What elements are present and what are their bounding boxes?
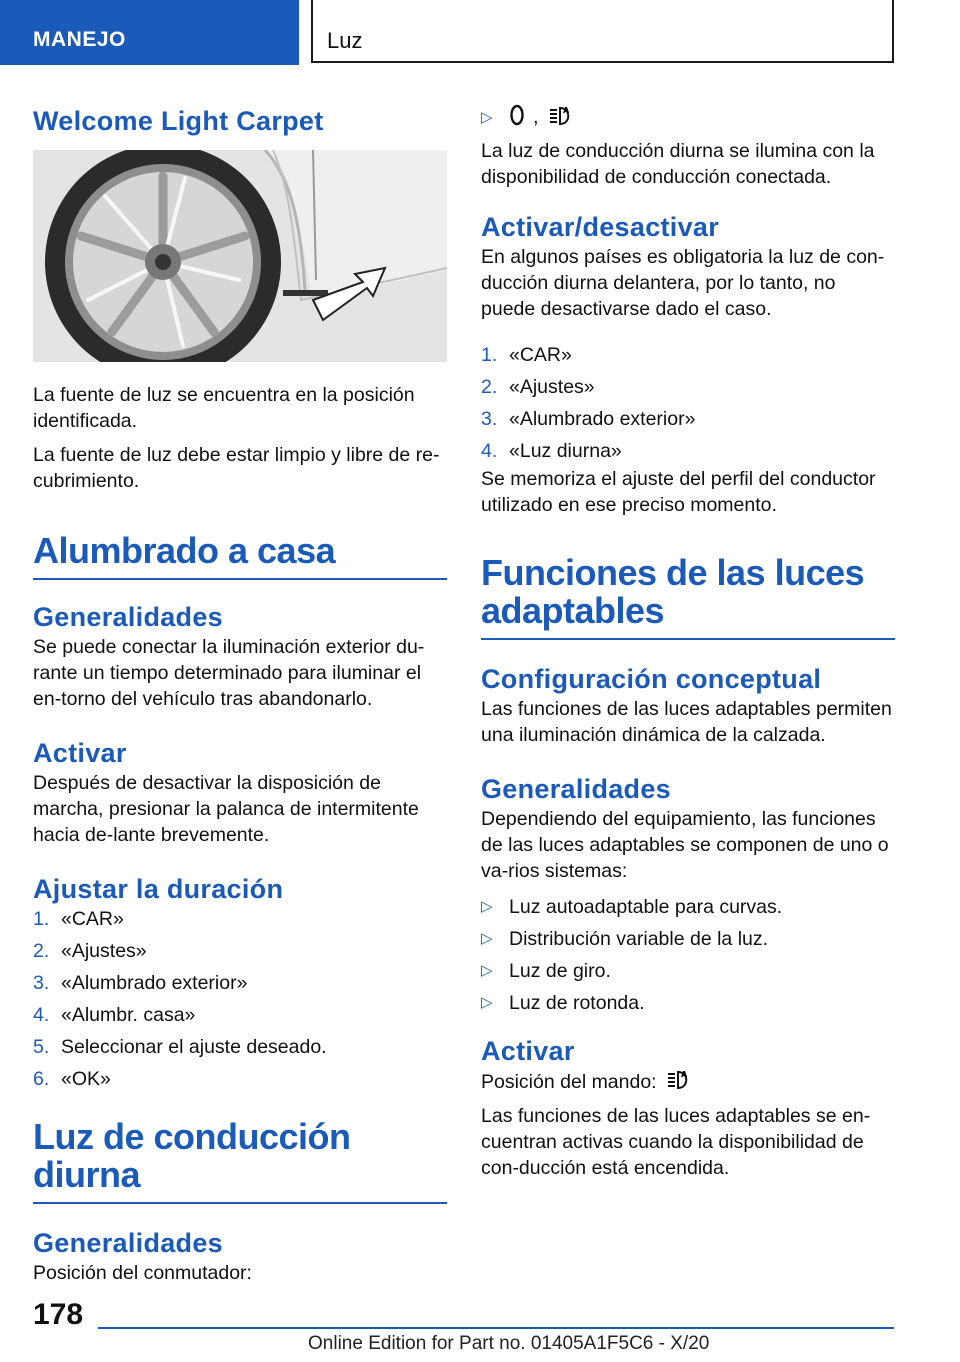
diurna-heading: Luz de conducción diurna — [33, 1118, 447, 1204]
step-number: 3. — [33, 972, 50, 994]
step-number: 1. — [33, 908, 50, 930]
step-text: «Alumbrado exterior» — [509, 408, 696, 430]
edition-text: Online Edition for Part no. 01405A1F5C6 - X/20 — [308, 1333, 710, 1354]
configuracion-text: Las funciones de las luces adaptables permiten una iluminación dinámica de la calzada. — [481, 698, 892, 746]
right-column — [481, 100, 895, 1181]
chapter-tab — [311, 0, 894, 63]
alumbrado-heading: Alumbrado a casa — [33, 532, 447, 580]
step-text: «Luz diurna» — [509, 440, 622, 462]
page-number: 178 — [33, 1298, 84, 1331]
list-item — [481, 926, 895, 952]
list-item — [481, 958, 895, 984]
activar-2-text: Las funciones de las luces adaptables se en-cuentran activas cuando la disponibilidad de con-ducción está encendida. — [481, 1105, 871, 1179]
switch-positions — [481, 102, 895, 132]
svg-text:A: A — [680, 1070, 687, 1079]
car-wheel-illustration — [33, 150, 447, 362]
generalidades-2-heading: Generalidades — [33, 1228, 223, 1258]
generalidades-heading: Generalidades — [481, 774, 671, 804]
step-text: «Ajustes» — [509, 376, 595, 398]
list-item — [481, 990, 895, 1016]
step-text: «OK» — [61, 1068, 111, 1090]
posicion-mando-text: Posición del mando: — [481, 1070, 657, 1093]
activar-desactivar-heading: Activar/desactivar — [481, 212, 720, 242]
systems-list — [481, 894, 895, 1016]
configuracion-heading: Configuración conceptual — [481, 664, 822, 694]
list-item — [481, 374, 895, 400]
activar-text: Después de desactivar la disposición de marcha, presionar la palanca de intermitente hacia de-lante brevemente. — [33, 772, 419, 846]
light-off-icon — [509, 104, 525, 131]
step-number: 1. — [481, 344, 498, 366]
chapter-title: Luz — [327, 28, 363, 53]
wheel-figure — [33, 150, 447, 362]
bullet-text: Luz autoadaptable para curvas. — [509, 896, 783, 918]
diurna-text: La luz de conducción diurna se ilumina con la disponibilidad de conducción conectada. — [481, 140, 875, 188]
step-text: «Alumbrado exterior» — [61, 972, 248, 994]
step-number: 2. — [481, 376, 498, 398]
activar-2-heading: Activar — [481, 1036, 575, 1066]
triangle-right-icon: ▷ — [481, 994, 493, 1011]
list-item — [33, 1066, 447, 1092]
bullet-text: Distribución variable de la luz. — [509, 928, 769, 950]
step-number: 5. — [33, 1036, 50, 1058]
bullet-text: Luz de rotonda. — [509, 992, 645, 1014]
auto-light-icon — [667, 1068, 693, 1095]
step-number: 4. — [481, 440, 498, 462]
footer-divider — [98, 1327, 894, 1329]
list-item — [33, 906, 447, 932]
step-number: 6. — [33, 1068, 50, 1090]
step-number: 3. — [481, 408, 498, 430]
step-number: 4. — [33, 1004, 50, 1026]
figure-caption-1: La fuente de luz se encuentra en la posición identificada. — [33, 384, 415, 432]
welcome-light-heading: Welcome Light Carpet — [33, 106, 324, 136]
step-text: Seleccionar el ajuste deseado. — [61, 1036, 327, 1058]
triangle-right-icon: ▷ — [481, 898, 493, 915]
step-text: «Alumbr. casa» — [61, 1004, 196, 1026]
generalidades-text: Se puede conectar la iluminación exterior du-rante un tiempo determinado para iluminar el en-torno del vehículo tras abandonarlo. — [33, 636, 425, 710]
triangle-right-icon: ▷ — [481, 962, 493, 979]
triangle-right-icon: ▷ — [481, 109, 493, 126]
step-number: 2. — [33, 940, 50, 962]
auto-light-icon — [549, 104, 575, 131]
list-item — [481, 342, 895, 368]
activar-desactivar-text: En algunos países es obligatoria la luz de con-ducción diurna delantera, por lo tanto, no puede desactivarse dado el caso. — [481, 246, 885, 320]
svg-text:A: A — [562, 105, 569, 115]
left-column — [33, 100, 447, 1286]
generalidades-text: Dependiendo del equipamiento, las funciones de las luces adaptables se componen de uno o va-rios sistemas: — [481, 808, 889, 882]
activar-steps — [481, 342, 895, 464]
list-item — [481, 438, 895, 464]
ajustar-steps — [33, 906, 447, 1092]
step-text: «Ajustes» — [61, 940, 147, 962]
section-title: MANEJO — [33, 28, 126, 51]
list-item — [481, 894, 895, 920]
activar-heading: Activar — [33, 738, 127, 768]
bullet-text: Luz de giro. — [509, 960, 611, 982]
ajustar-heading: Ajustar la duración — [33, 874, 284, 904]
section-tab — [0, 0, 299, 65]
memoriza-text: Se memoriza el ajuste del perfil del conductor utilizado en ese preciso momento. — [481, 468, 876, 516]
list-item — [33, 938, 447, 964]
list-item — [481, 406, 895, 432]
list-item — [33, 1002, 447, 1028]
list-item — [33, 1034, 447, 1060]
posicion-conmutador-text: Posición del conmutador: — [33, 1262, 252, 1284]
figure-caption-2: La fuente de luz debe estar limpio y libre de re-cubrimiento. — [33, 444, 440, 492]
triangle-right-icon: ▷ — [481, 930, 493, 947]
separator: , — [533, 105, 539, 128]
posicion-mando-row — [481, 1068, 895, 1095]
list-item — [33, 970, 447, 996]
funciones-heading: Funciones de las luces adaptables — [481, 554, 895, 640]
step-text: «CAR» — [509, 344, 572, 366]
generalidades-heading: Generalidades — [33, 602, 223, 632]
step-text: «CAR» — [61, 908, 124, 930]
